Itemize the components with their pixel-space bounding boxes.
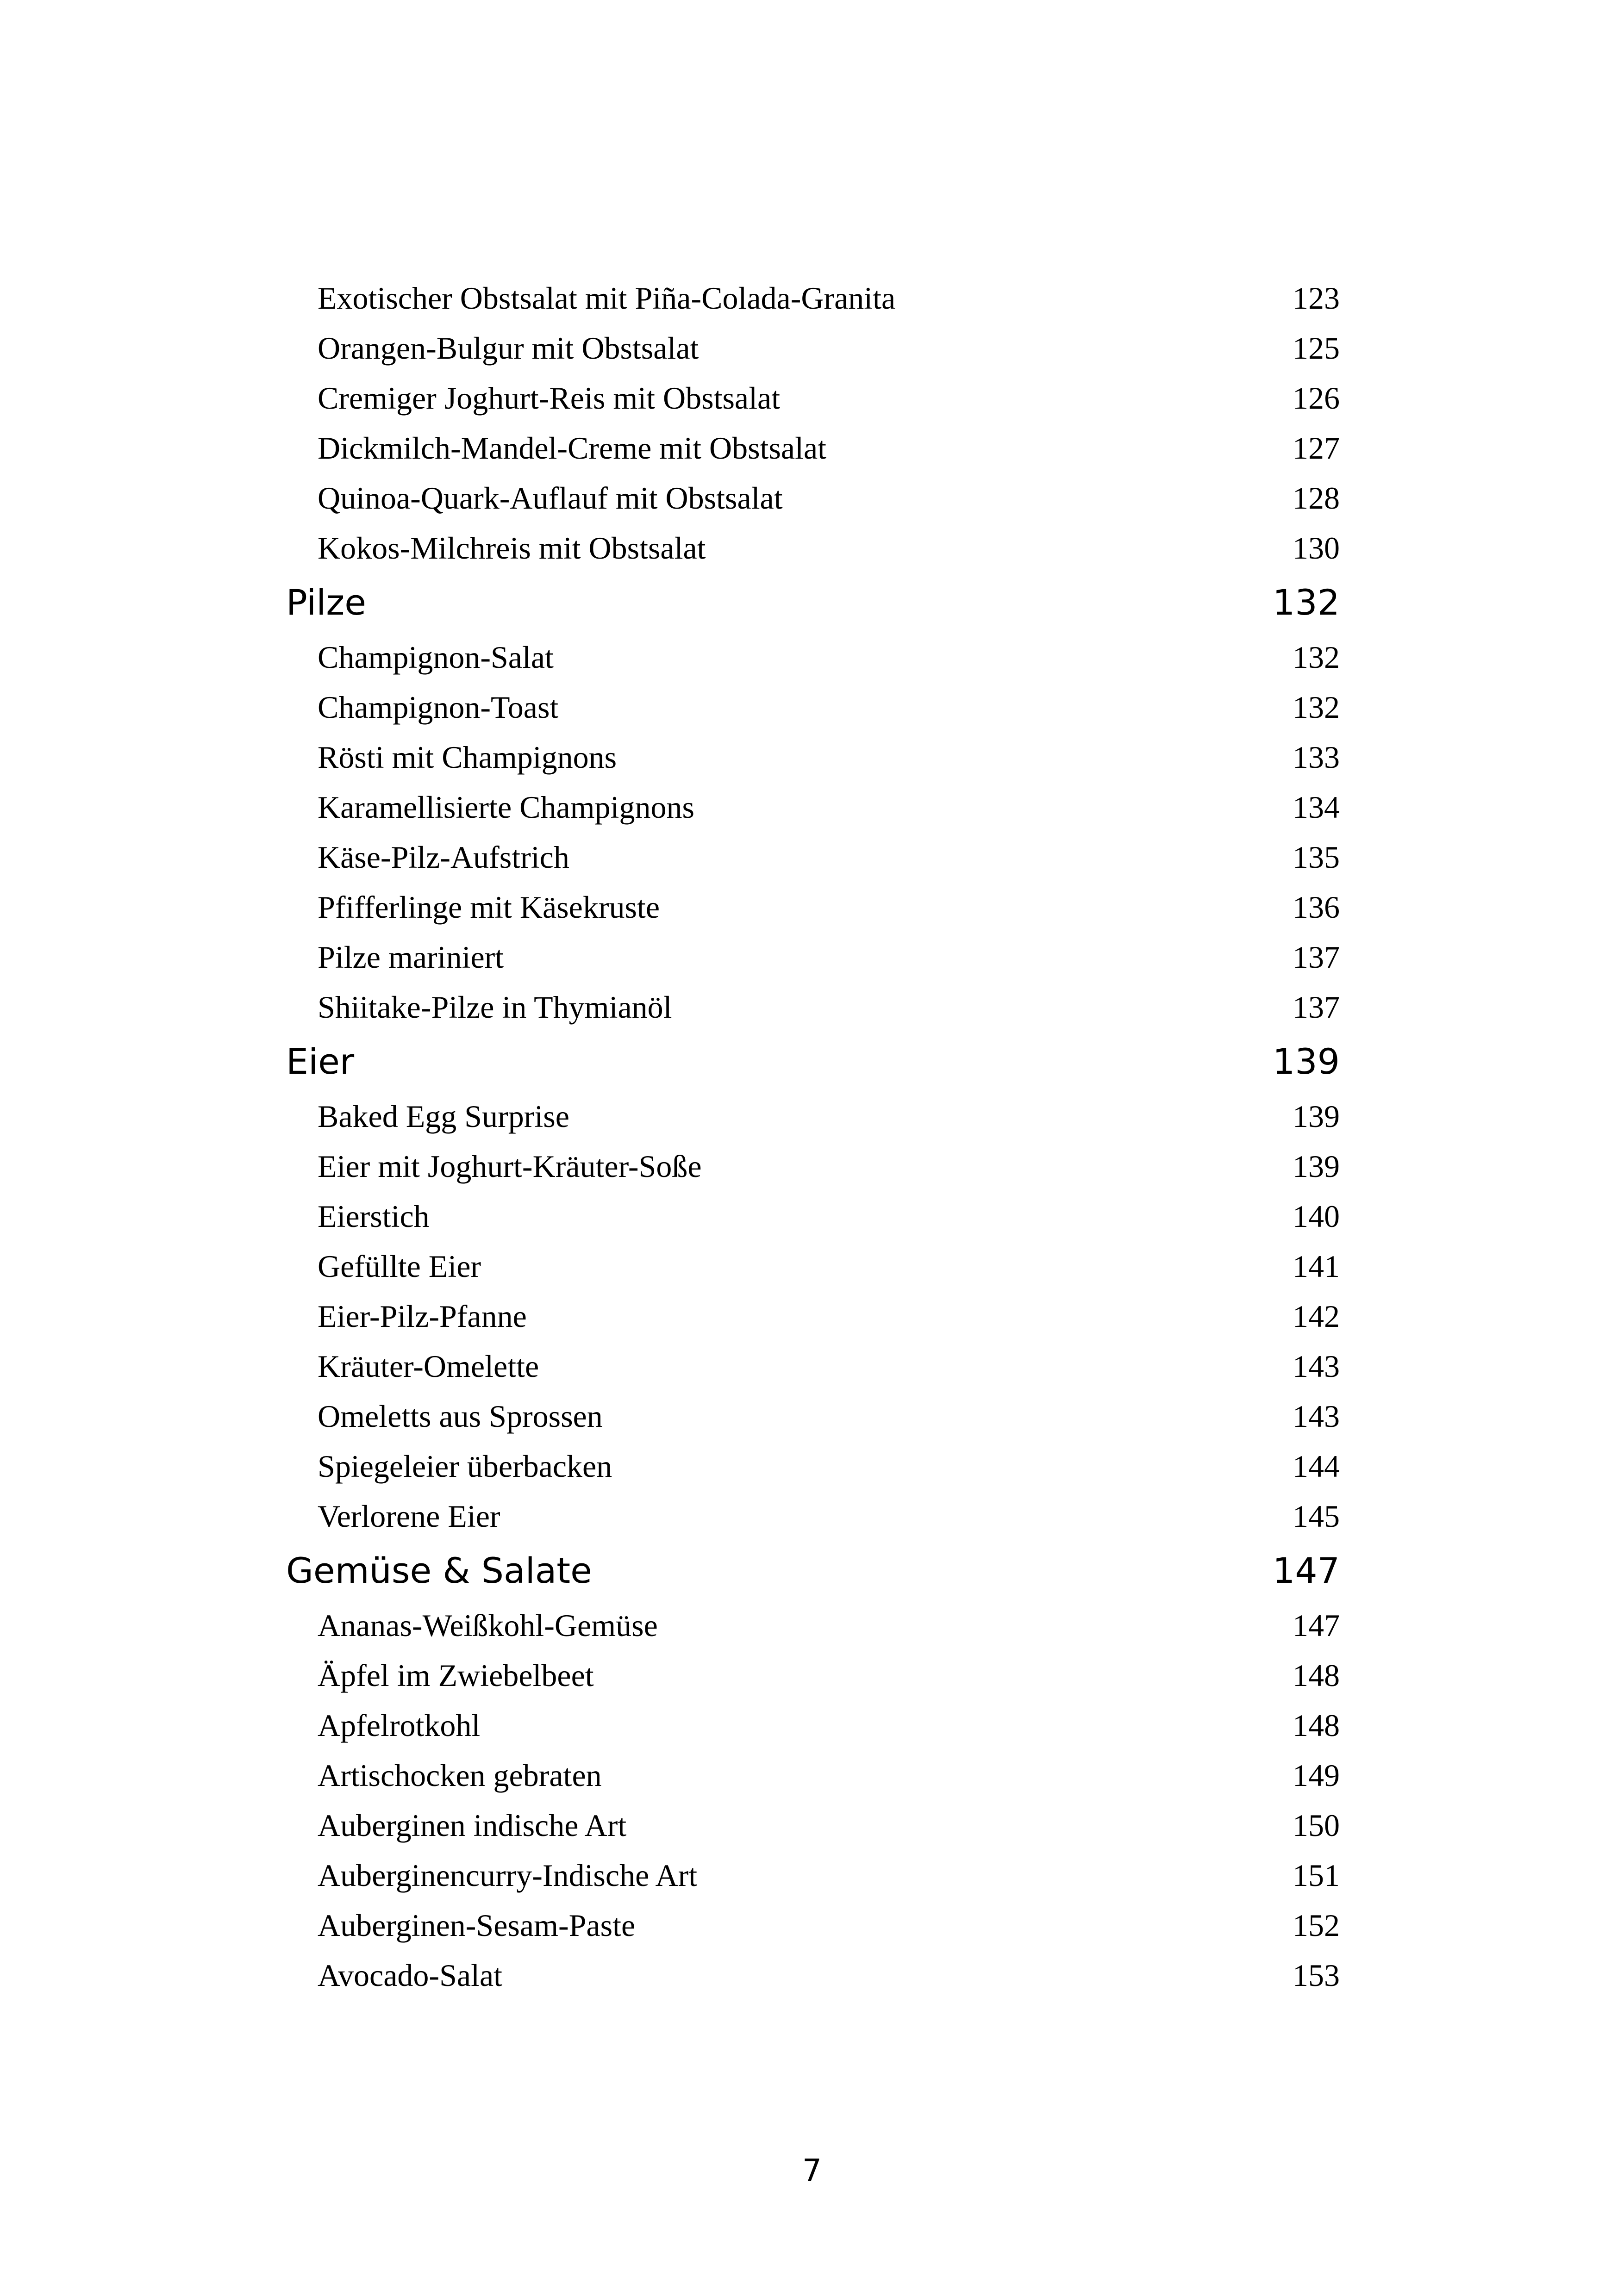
toc-page-number: 140	[1293, 1199, 1340, 1234]
toc-page-number: 150	[1293, 1808, 1340, 1843]
toc-chapter-row	[286, 573, 1340, 632]
toc-page-number: 125	[1293, 330, 1340, 366]
toc-entry-title: Ananas-Weißkohl-Gemüse	[318, 1608, 658, 1643]
toc-entry-title: Pilze mariniert	[318, 940, 504, 975]
toc-page-number: 123	[1293, 280, 1340, 316]
toc-entry-row	[286, 1800, 1340, 1850]
toc-page-number: 127	[1293, 430, 1340, 466]
toc-entry-title: Auberginencurry-Indische Art	[318, 1858, 698, 1893]
toc-page-number: 145	[1293, 1499, 1340, 1534]
toc-entry-row	[286, 1241, 1340, 1291]
toc-entry-row	[286, 832, 1340, 882]
toc-page-number: 148	[1293, 1658, 1340, 1693]
toc-entry-title: Omeletts aus Sprossen	[318, 1399, 603, 1434]
toc-entry-row	[286, 1441, 1340, 1491]
toc-entry-title: Cremiger Joghurt-Reis mit Obstsalat	[318, 380, 781, 416]
toc-page-number: 132	[1293, 640, 1340, 675]
toc-page-number: 136	[1293, 890, 1340, 925]
toc-page-number: 139	[1272, 1041, 1340, 1082]
toc-page-number: 137	[1293, 940, 1340, 975]
toc-entry-title: Rösti mit Champignons	[318, 740, 617, 775]
toc-entry-title: Eierstich	[318, 1199, 430, 1234]
toc-page-number: 137	[1293, 989, 1340, 1025]
toc-entry-row	[286, 632, 1340, 682]
toc-entry-row	[286, 932, 1340, 982]
toc-page-number: 152	[1293, 1908, 1340, 1943]
toc-entry-title: Champignon-Salat	[318, 640, 554, 675]
toc-entry-row	[286, 1141, 1340, 1191]
toc-page-number: 133	[1293, 740, 1340, 775]
toc-page-number: 135	[1293, 840, 1340, 875]
toc-entry-row	[286, 1600, 1340, 1650]
toc-entry-title: Auberginen-Sesam-Paste	[318, 1908, 636, 1943]
toc-entry-row	[286, 1391, 1340, 1441]
toc-page-number: 141	[1293, 1249, 1340, 1284]
table-of-contents	[286, 273, 1340, 2000]
toc-entry-row	[286, 1191, 1340, 1241]
toc-entry-row	[286, 423, 1340, 473]
toc-page-number: 126	[1293, 380, 1340, 416]
toc-chapter-title: Eier	[286, 1041, 355, 1082]
toc-entry-row	[286, 682, 1340, 732]
toc-page-number: 148	[1293, 1708, 1340, 1743]
toc-entry-title: Pfifferlinge mit Käsekruste	[318, 890, 660, 925]
toc-entry-row	[286, 323, 1340, 373]
toc-page-number: 132	[1293, 690, 1340, 725]
toc-entry-row	[286, 982, 1340, 1032]
toc-entry-row	[286, 373, 1340, 423]
toc-entry-title: Artischocken gebraten	[318, 1758, 602, 1793]
toc-page-number: 149	[1293, 1758, 1340, 1793]
toc-page-number: 142	[1293, 1299, 1340, 1334]
toc-entry-row	[286, 782, 1340, 832]
toc-page-number: 143	[1293, 1399, 1340, 1434]
toc-page-number: 147	[1272, 1550, 1340, 1591]
toc-entry-row	[286, 473, 1340, 523]
toc-entry-title: Spiegeleier überbacken	[318, 1449, 612, 1484]
toc-entry-title: Kokos-Milchreis mit Obstsalat	[318, 530, 706, 566]
toc-entry-title: Eier mit Joghurt-Kräuter-Soße	[318, 1149, 702, 1184]
toc-entry-row	[286, 1650, 1340, 1700]
toc-entry-row	[286, 1491, 1340, 1541]
toc-page-number: 139	[1293, 1099, 1340, 1134]
toc-page-number: 139	[1293, 1149, 1340, 1184]
toc-entry-title: Äpfel im Zwiebelbeet	[318, 1658, 594, 1693]
toc-entry-title: Quinoa-Quark-Auflauf mit Obstsalat	[318, 480, 783, 516]
toc-entry-row	[286, 1091, 1340, 1141]
toc-entry-row	[286, 1750, 1340, 1800]
page-number: 7	[802, 2153, 822, 2188]
toc-entry-row	[286, 1850, 1340, 1900]
toc-entry-row	[286, 1950, 1340, 2000]
toc-page-number: 153	[1293, 1958, 1340, 1993]
toc-entry-title: Gefüllte Eier	[318, 1249, 481, 1284]
toc-chapter-title: Gemüse & Salate	[286, 1550, 592, 1591]
toc-entry-title: Orangen-Bulgur mit Obstsalat	[318, 330, 699, 366]
toc-entry-row	[286, 1700, 1340, 1750]
toc-chapter-row	[286, 1032, 1340, 1091]
toc-entry-row	[286, 1341, 1340, 1391]
toc-entry-title: Auberginen indische Art	[318, 1808, 627, 1843]
toc-chapter-title: Pilze	[286, 582, 367, 623]
toc-page-number: 151	[1293, 1858, 1340, 1893]
toc-entry-title: Käse-Pilz-Aufstrich	[318, 840, 569, 875]
toc-chapter-row	[286, 1541, 1340, 1600]
toc-entry-title: Avocado-Salat	[318, 1958, 503, 1993]
toc-entry-title: Kräuter-Omelette	[318, 1349, 539, 1384]
toc-entry-title: Eier-Pilz-Pfanne	[318, 1299, 527, 1334]
toc-entry-title: Exotischer Obstsalat mit Piña-Colada-Granita	[318, 280, 896, 316]
toc-entry-row	[286, 882, 1340, 932]
toc-page-number: 132	[1272, 582, 1340, 623]
toc-entry-row	[286, 273, 1340, 323]
toc-entry-row	[286, 1900, 1340, 1950]
toc-entry-title: Dickmilch-Mandel-Creme mit Obstsalat	[318, 430, 827, 466]
toc-page-number: 144	[1293, 1449, 1340, 1484]
toc-page-number: 128	[1293, 480, 1340, 516]
toc-page-number: 134	[1293, 790, 1340, 825]
toc-entry-row	[286, 1291, 1340, 1341]
toc-page-number: 147	[1293, 1608, 1340, 1643]
toc-entry-title: Champignon-Toast	[318, 690, 559, 725]
toc-entry-row	[286, 523, 1340, 573]
toc-entry-title: Shiitake-Pilze in Thymianöl	[318, 989, 672, 1025]
toc-page-number: 143	[1293, 1349, 1340, 1384]
toc-entry-title: Baked Egg Surprise	[318, 1099, 569, 1134]
toc-entry-title: Apfelrotkohl	[318, 1708, 481, 1743]
toc-entry-title: Karamellisierte Champignons	[318, 790, 694, 825]
toc-entry-title: Verlorene Eier	[318, 1499, 500, 1534]
toc-page-number: 130	[1293, 530, 1340, 566]
toc-entry-row	[286, 732, 1340, 782]
